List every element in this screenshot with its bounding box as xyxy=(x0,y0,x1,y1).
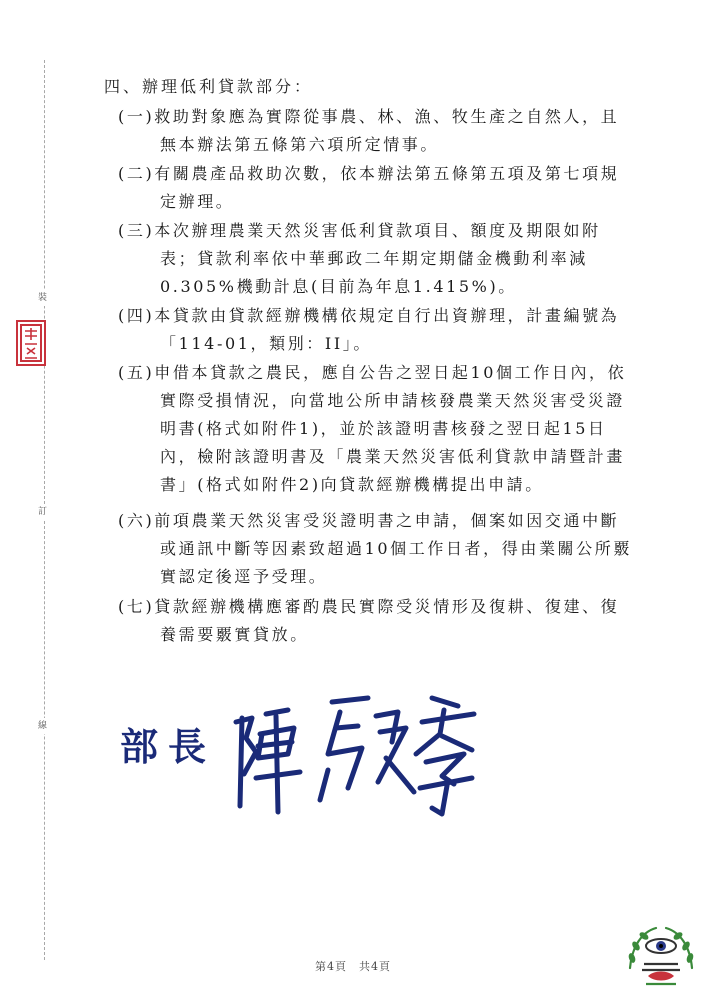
section-heading: 四、辦理低利貸款部分： xyxy=(104,77,314,96)
item-line: (三)本次辦理農業天然災害低利貸款項目、額度及期限如附 xyxy=(118,221,601,240)
item-line: 養需要覈實貸放。 xyxy=(160,625,309,644)
item-line: (六)前項農業天然災害受災證明書之申請，個案如因交通中斷 xyxy=(118,511,620,530)
item-line: (五)申借本貸款之農民，應自公告之翌日起10個工作日內，依 xyxy=(118,363,627,382)
item-line: 定辦理。 xyxy=(160,192,235,211)
item-line: 書」(格式如附件2)向貸款經辦機構提出申請。 xyxy=(160,475,544,494)
binding-char-xian: 線 xyxy=(38,718,47,734)
handwritten-signature xyxy=(228,688,478,818)
list-item-6 xyxy=(118,507,658,591)
item-line: 明書(格式如附件1)，並於該證明書核發之翌日起15日 xyxy=(160,419,607,438)
list-item-4 xyxy=(118,302,658,358)
binding-char-zhuang: 裝 xyxy=(38,290,47,306)
item-line: (七)貸款經辦機構應審酌農民實際受災情形及復耕、復建、復 xyxy=(118,597,620,616)
item-line: 或通訊中斷等因素致超過10個工作日者，得由業關公所覈 xyxy=(160,539,632,558)
ministry-emblem-stamp xyxy=(622,920,700,992)
item-line: 0.305%機動計息(目前為年息1.415%)。 xyxy=(160,277,517,296)
item-line: 內，檢附該證明書及「農業天然災害低利貸款申請暨計畫 xyxy=(160,447,626,466)
item-line: (一)救助對象應為實際從事農、林、漁、牧生產之自然人，且 xyxy=(118,107,620,126)
list-item-3 xyxy=(118,217,658,301)
item-line: 表；貸款利率依中華郵政二年期定期儲金機動利率減 xyxy=(160,249,588,268)
item-line: (四)本貸款由貸款經辦機構依規定自行出資辦理，計畫編號為 xyxy=(118,306,620,325)
list-item-5 xyxy=(118,359,658,499)
official-seal-stamp xyxy=(14,318,48,368)
list-item-2 xyxy=(118,160,658,216)
item-line: (二)有關農產品救助次數，依本辦法第五條第五項及第七項規 xyxy=(118,164,620,183)
list-item-1 xyxy=(118,103,658,159)
binding-char-ding: 訂 xyxy=(38,504,47,520)
item-line: 「114-01，類別：II」。 xyxy=(160,334,372,353)
item-line: 實認定後逕予受理。 xyxy=(160,567,328,586)
list-item-7 xyxy=(118,593,658,649)
page-number: 第4頁 共4頁 xyxy=(315,960,391,973)
item-line: 無本辦法第五條第六項所定情事。 xyxy=(160,135,440,154)
item-line: 實際受損情況，向當地公所申請核發農業天然災害受災證 xyxy=(160,391,626,410)
signature-title: 部長 xyxy=(120,724,217,769)
